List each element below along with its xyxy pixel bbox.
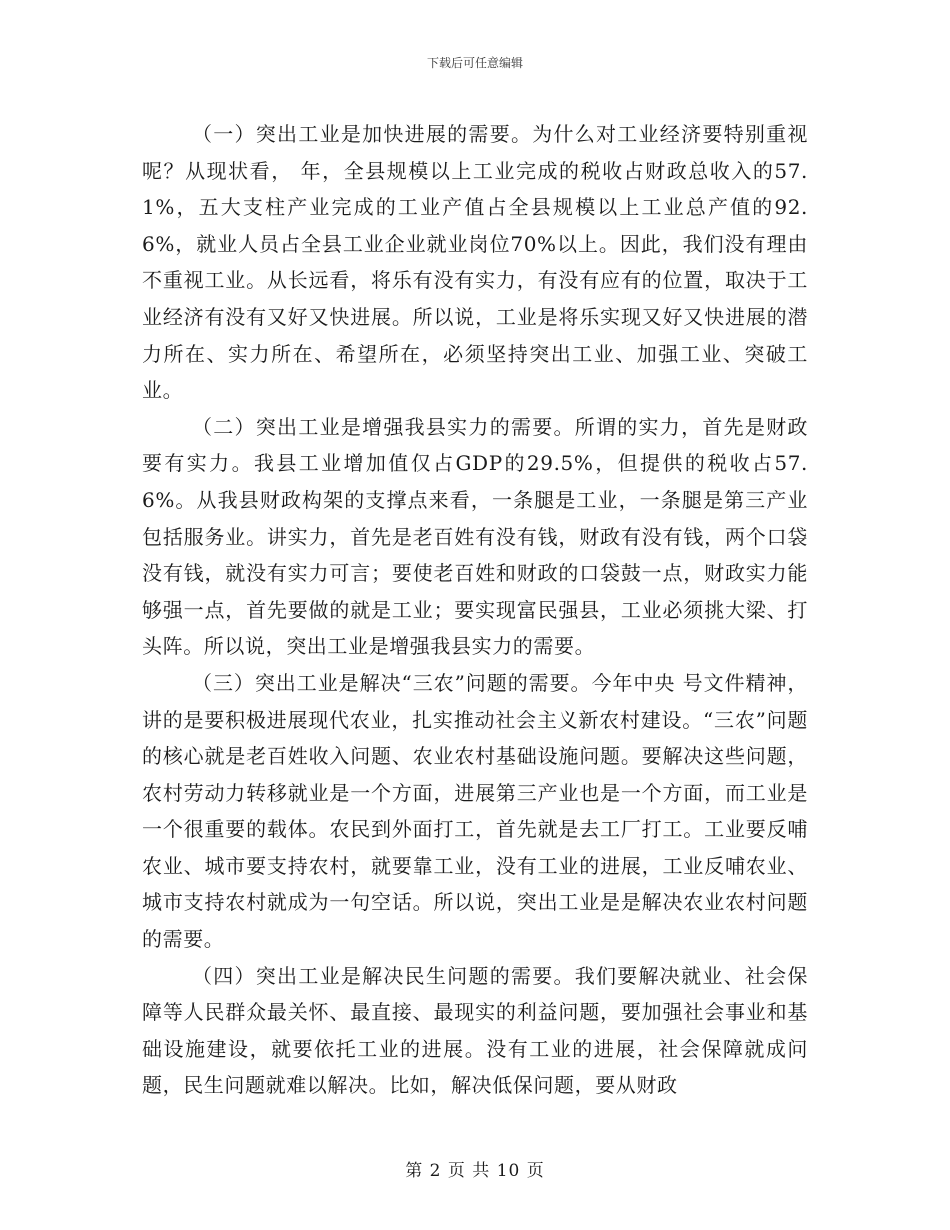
document-body [142,116,808,1104]
page-header: 下载后可任意编辑 [426,56,523,70]
page-number-footer: 第 2 页 共 10 页 [405,1161,545,1181]
paragraph-4: （四）突出工业是解决民生问题的需要。我们要解决就业、社会保障等人民群众最关怀、最直接、最现实的利益问题，要加强社会事业和基础设施建设，就要依托工业的进展。没有工业的进展，社会保障就成问题，民生问题就难以解决。比如，解决低保问题，要从财政 [142,963,808,1098]
paragraph-1: （一）突出工业是加快进展的需要。为什么对工业经济要特别重视呢？从现状看， 年，全县规模以上工业完成的税收占财政总收入的57.1%，五大支柱产业完成的工业产值占全县规模以上工业总产值的92.6%，就业人员占全县工业企业就业岗位70%以上。因此，我们没有理由不重视工业。从长远看，将乐有没有实力，有没有应有的位置，取决于工业经济有没有又好又快进展。所以说，工业是将乐实现又好又快进展的潜力所在、实力所在、希望所在，必须坚持突出工业、加强工业、突破工业。 [142,122,808,403]
paragraph-3: （三）突出工业是解决“三农”问题的需要。今年中央 号文件精神，讲的是要积极进展现代农业，扎实推动社会主义新农村建设。“三农”问题的核心就是老百姓收入问题、农业农村基础设施问题。要解决这些问题，农村劳动力转移就业是一个方面，进展第三产业也是一个方面，而工业是一个很重要的载体。农民到外面打工，首先就是去工厂打工。工业要反哺农业、城市要支持农村，就要靠工业，没有工业的进展，工业反哺农业、城市支持农村就成为一句空话。所以说，突出工业是是解决农业农村问题的需要。 [142,670,808,952]
paragraph-2: （二）突出工业是增强我县实力的需要。所谓的实力，首先是财政要有实力。我县工业增加值仅占GDP的29.5%，但提供的税收占57.6%。从我县财政构架的支撑点来看，一条腿是工业，一条腿是第三产业包括服务业。讲实力，首先是老百姓有没有钱，财政有没有钱，两个口袋没有钱，就没有实力可言；要使老百姓和财政的口袋鼓一点，财政实力能够强一点，首先要做的就是工业；要实现富民强县，工业必须挑大梁、打头阵。所以说，突出工业是增强我县实力的需要。 [142,414,808,659]
